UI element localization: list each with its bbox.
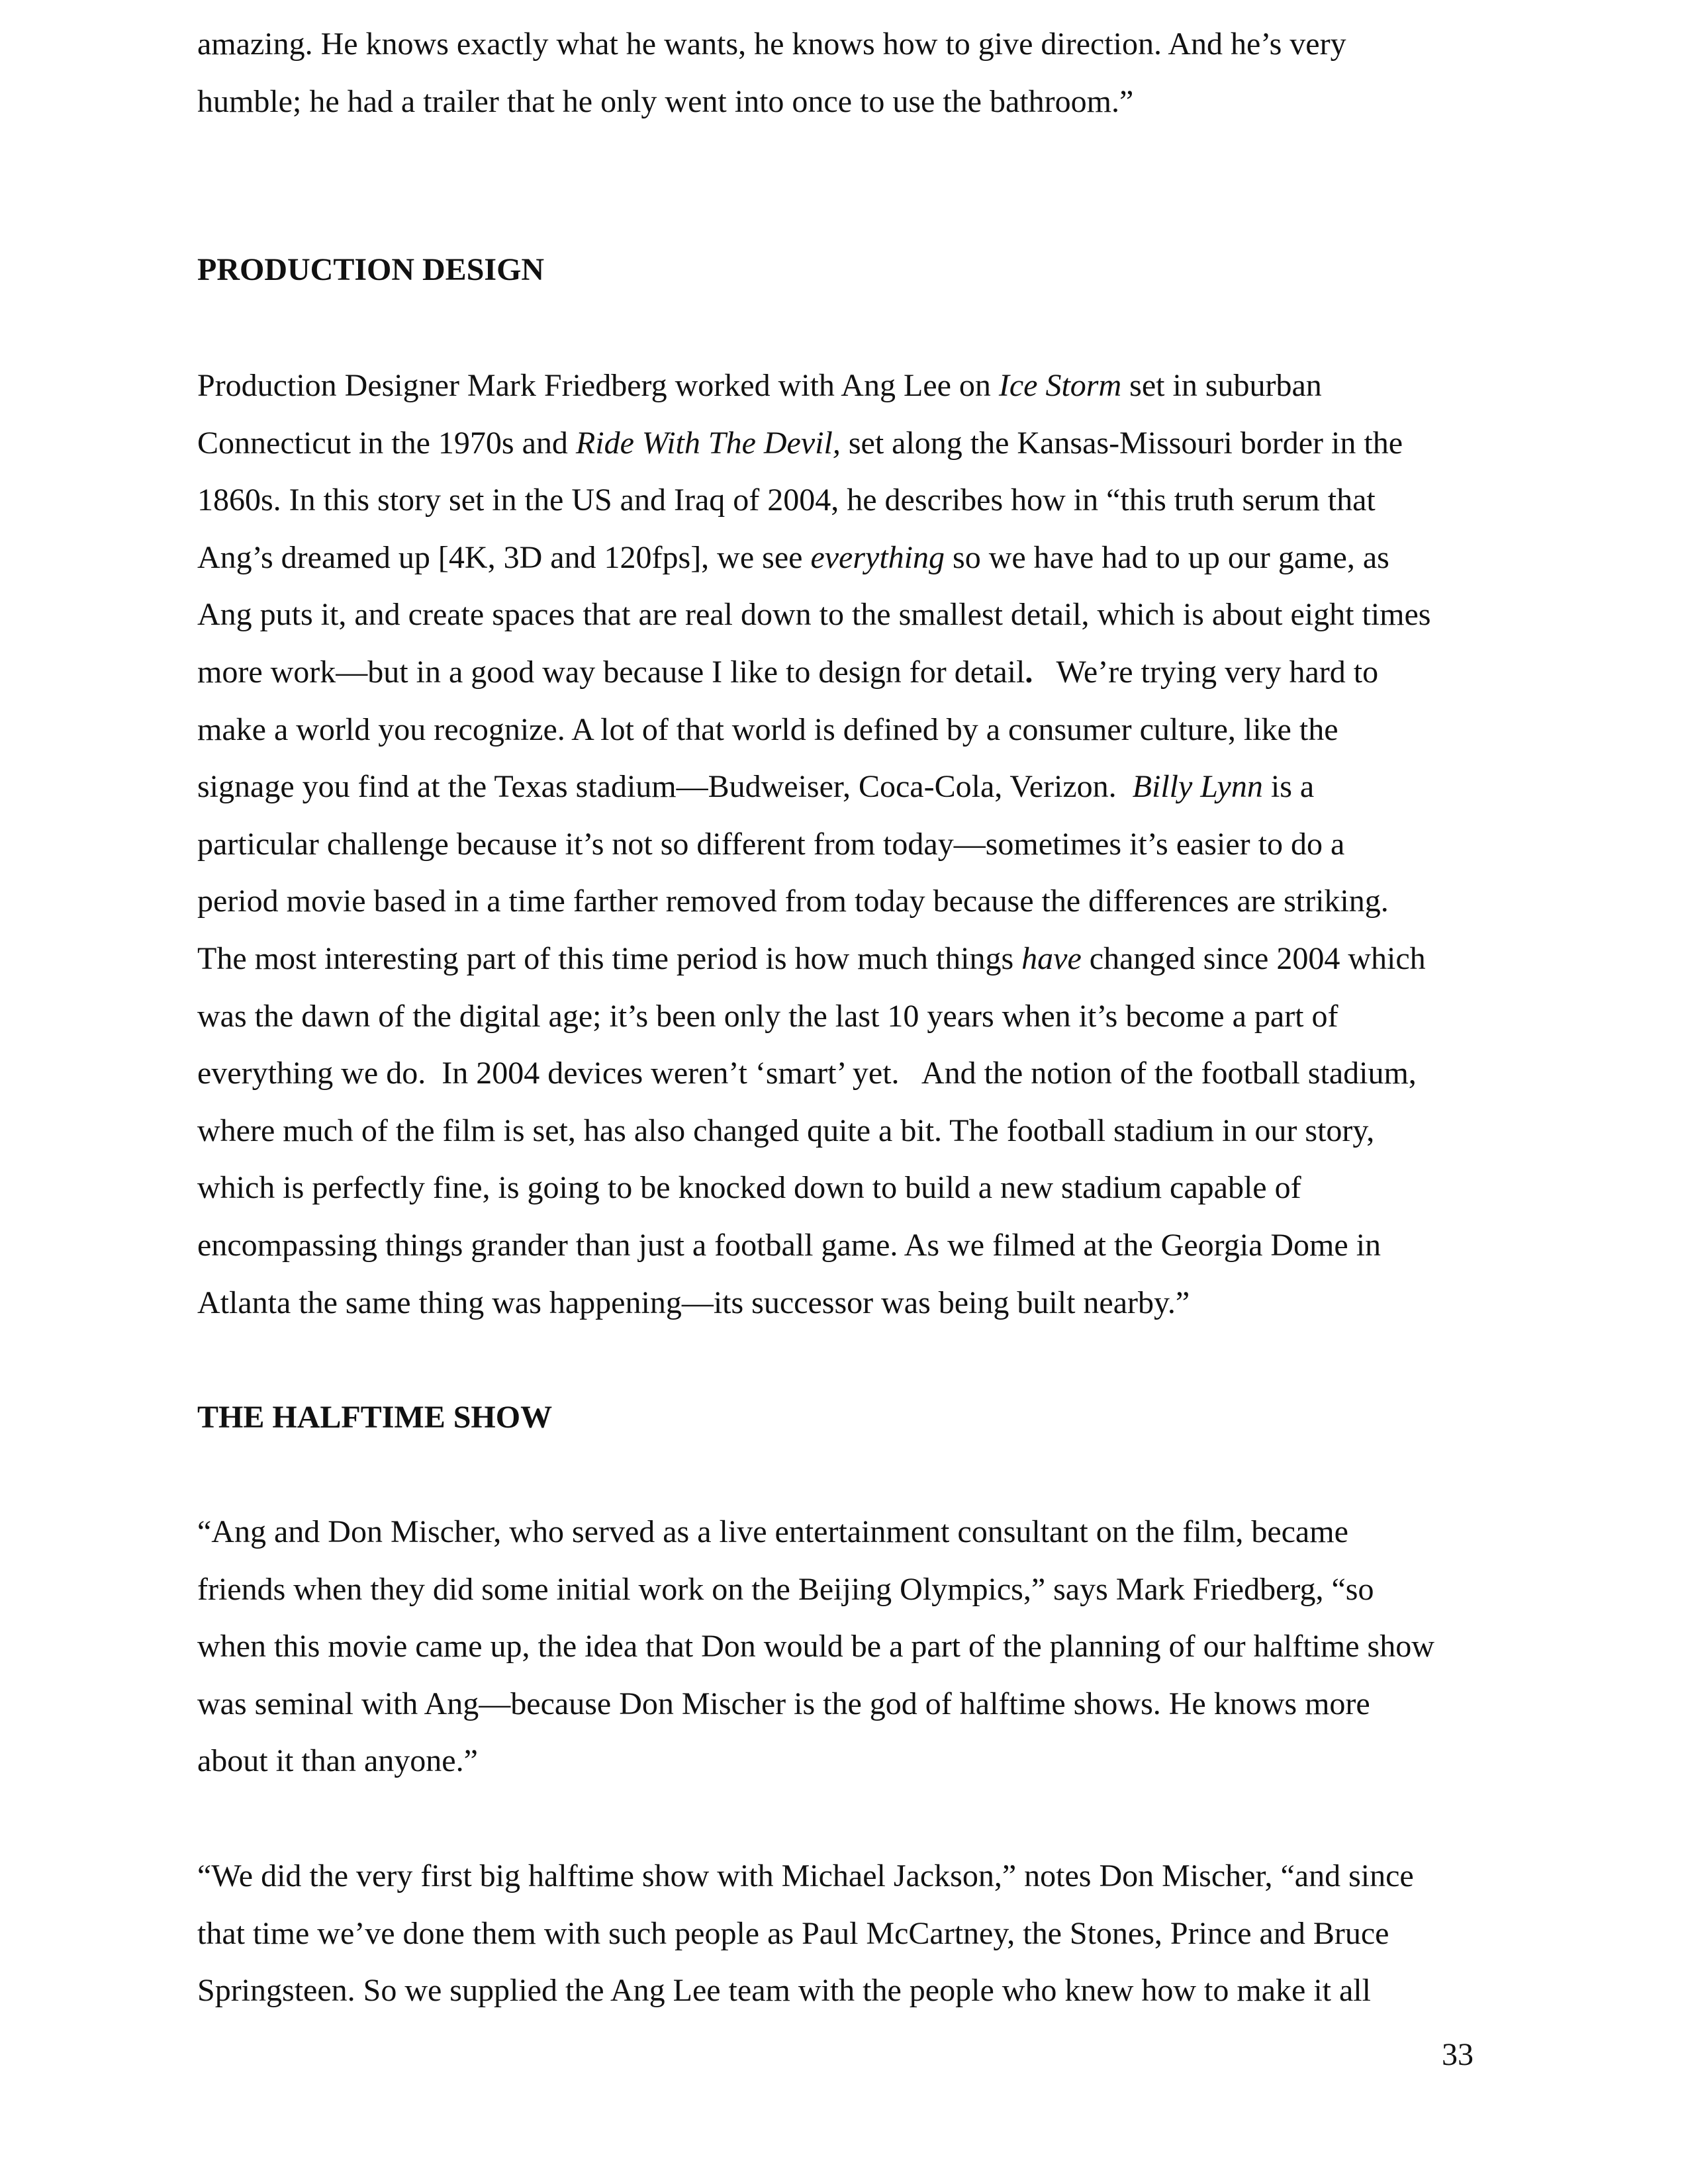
paragraph-line: Atlanta the same thing was happening—its successor was being built nearby.” — [197, 1285, 1190, 1320]
paragraph-line: “Ang and Don Mischer, who served as a live entertainment consultant on the film, became — [197, 1514, 1348, 1549]
text-run: is a — [1262, 769, 1315, 805]
emphasis-everything: everything — [810, 539, 945, 575]
intro-paragraph — [197, 16, 1495, 130]
halftime-paragraph-2 — [197, 1848, 1495, 2020]
page-number: 33 — [1442, 2037, 1474, 2072]
paragraph-line: which is perfectly fine, is going to be knocked down to build a new stadium capable of — [197, 1170, 1301, 1206]
text-run: The most interesting part of this time period is how much things — [197, 940, 1022, 976]
paragraph-line: amazing. He knows exactly what he wants, he knows how to give direction. And he’s very — [197, 26, 1346, 62]
section-heading-halftime-show: THE HALFTIME SHOW — [197, 1400, 553, 1435]
paragraph-line: 1860s. In this story set in the US and Iraq of 2004, he describes how in “this truth serum that — [197, 482, 1376, 518]
text-run: set along the Kansas-Missouri border in the — [840, 425, 1403, 461]
paragraph-line: where much of the film is set, has also changed quite a bit. The football stadium in our story, — [197, 1113, 1375, 1148]
paragraph-line: particular challenge because it’s not so different from today—sometimes it’s easier to do a — [197, 826, 1345, 862]
paragraph-line — [197, 357, 1495, 415]
text-run: more work—but in a good way because I like to design for detail — [197, 654, 1025, 690]
text-run: set in suburban — [1121, 368, 1322, 403]
paragraph-line — [197, 644, 1495, 702]
paragraph-line: when this movie came up, the idea that Don would be a part of the planning of our halftime show — [197, 1629, 1434, 1664]
paragraph-line: encompassing things grander than just a football game. As we filmed at the Georgia Dome in — [197, 1227, 1382, 1263]
section-heading-production-design: PRODUCTION DESIGN — [197, 252, 545, 287]
text-run: changed since 2004 which — [1081, 940, 1426, 976]
paragraph-line: Ang puts it, and create spaces that are real down to the smallest detail, which is about eight times — [197, 597, 1431, 633]
text-run: so we have had to up our game, as — [945, 539, 1389, 575]
emphasis-have: have — [1021, 940, 1082, 976]
paragraph-line — [197, 529, 1495, 587]
paragraph-line: about it than anyone.” — [197, 1743, 478, 1779]
paragraph-line: was the dawn of the digital age; it’s been only the last 10 years when it’s become a part of — [197, 998, 1338, 1034]
paragraph-line — [197, 415, 1495, 473]
text-run: Ang’s dreamed up [4K, 3D and 120fps], we see — [197, 539, 811, 575]
film-title-ride-with-the-devil: Ride With The Devil, — [575, 425, 841, 461]
paragraph-line: “We did the very first big halftime show with Michael Jackson,” notes Don Mischer, “and since — [197, 1858, 1414, 1893]
paragraph-line: Springsteen. So we supplied the Ang Lee team with the people who knew how to make it all — [197, 1973, 1371, 2009]
text-run: We’re trying very hard to — [1033, 654, 1379, 690]
paragraph-line: humble; he had a trailer that he only went into once to use the bathroom.” — [197, 83, 1134, 119]
text-run: signage you find at the Texas stadium—Budweiser, Coca-Cola, Verizon. — [197, 769, 1133, 805]
paragraph-line: was seminal with Ang—because Don Mischer is the god of halftime shows. He knows more — [197, 1686, 1370, 1721]
paragraph-line: that time we’ve done them with such people as Paul McCartney, the Stones, Prince and Bruce — [197, 1915, 1389, 1951]
halftime-paragraph-1 — [197, 1504, 1495, 1790]
bold-period: . — [1025, 654, 1033, 690]
paragraph-line: period movie based in a time farther removed from today because the differences are striking. — [197, 884, 1389, 919]
paragraph-line — [197, 758, 1495, 816]
paragraph-line: make a world you recognize. A lot of that world is defined by a consumer culture, like the — [197, 711, 1338, 747]
film-title-billy-lynn: Billy Lynn — [1132, 769, 1263, 805]
production-design-paragraph — [197, 357, 1495, 1332]
text-run: Connecticut in the 1970s and — [197, 425, 576, 461]
film-title-ice-storm: Ice Storm — [998, 368, 1122, 403]
paragraph-line: friends when they did some initial work on the Beijing Olympics,” says Mark Friedberg, “so — [197, 1571, 1374, 1607]
paragraph-line: everything we do. In 2004 devices weren’t ‘smart’ yet. And the notion of the football stadium, — [197, 1056, 1417, 1091]
paragraph-line — [197, 931, 1495, 988]
text-run: Production Designer Mark Friedberg worked with Ang Lee on — [197, 368, 999, 403]
